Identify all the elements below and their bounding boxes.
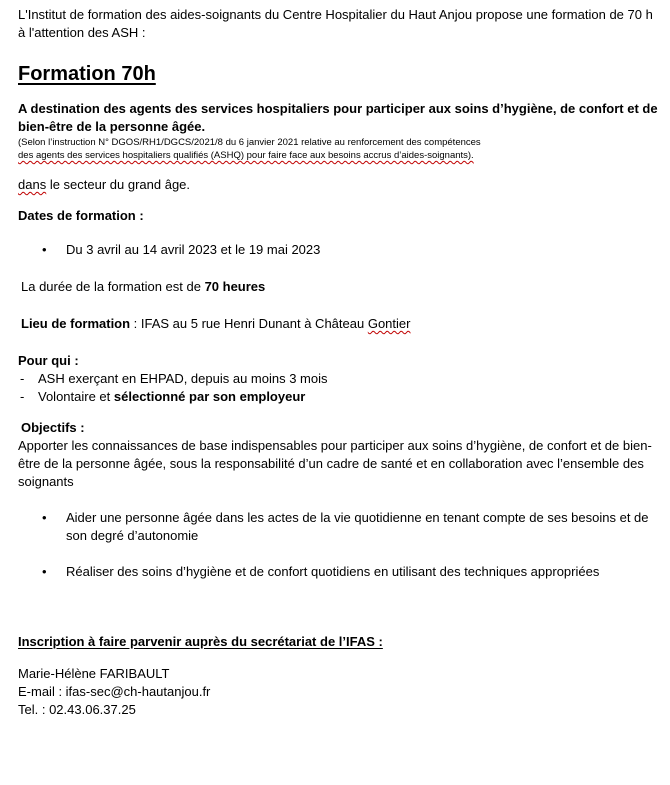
bullet-icon: • [42, 242, 47, 257]
registration-heading: Inscription à faire parvenir auprès du secrétariat de l’IFAS : [18, 634, 383, 649]
objective-text: Réaliser des soins d’hygiène et de confort quotidiens en utilisant des techniques appropriées [66, 564, 600, 579]
location-label: Lieu de formation [21, 316, 131, 331]
dash-icon: - [20, 371, 25, 386]
dates-label: Dates de formation : [18, 208, 144, 223]
objectives-text: Apporter les connaissances de base indispensables pour participer aux soins d’hygiène, de confort et de bien-être de la personne âgée, sous la responsabilité d’un cadre de santé et en collaboration avec l’ensemble des soignants [18, 438, 652, 489]
audience-item-1: ASH exerçant en EHPAD, depuis au moins 3 mois [38, 371, 328, 386]
audience-item-2-bold: sélectionné par son employeur [113, 389, 306, 404]
objectives-label: Objectifs : [21, 420, 85, 435]
duration-prefix: La durée de la formation est de [21, 279, 205, 294]
contact-name: Marie-Hélène FARIBAULT [18, 666, 170, 681]
objective-text: Aider une personne âgée dans les actes de la vie quotidienne en tenant compte de ses besoins et de son degré d’autonomie [66, 510, 649, 543]
list-item [18, 509, 658, 545]
location-text [18, 315, 658, 333]
location-town: Gontier [367, 316, 411, 331]
list-item [18, 241, 658, 259]
list-item [18, 370, 658, 388]
bullet-icon: • [42, 510, 47, 525]
sector-text [18, 176, 658, 194]
contact-email: E-mail : ifas-sec@ch-hautanjou.fr [18, 684, 211, 699]
duration-text [18, 278, 658, 296]
audience-item-2-prefix: Volontaire et [38, 389, 114, 404]
subtitle: A destination des agents des services hospitaliers pour participer aux soins d’hygiène, de confort et de bien-être de la personne âgée. [18, 101, 658, 134]
contact-phone: Tel. : 02.43.06.37.25 [18, 702, 136, 717]
dash-icon: - [20, 389, 25, 404]
objectives-list [18, 509, 658, 581]
location-address: : IFAS au 5 rue Henri Dunant à Château [130, 316, 368, 331]
sector-rest: le secteur du grand âge. [46, 177, 191, 192]
date-text: Du 3 avril au 14 avril 2023 et le 19 mai 2023 [66, 242, 321, 257]
document-page [18, 6, 658, 719]
list-item [18, 563, 658, 581]
instruction-note-line-1: (Selon l’instruction N° DGOS/RH1/DGCS/2021/8 du 6 janvier 2021 relative au renforcement des compétences [18, 137, 481, 148]
bullet-icon: • [42, 564, 47, 579]
instruction-note-line-2 [18, 149, 658, 162]
spellcheck-word: des agents des services hospitaliers qualifiés (ASHQ) pour faire face aux besoins accrus d’aides-soignants). [18, 150, 474, 161]
page-title: Formation 70h [18, 63, 156, 85]
duration-value: 70 heures [204, 279, 266, 294]
dates-list [18, 241, 658, 259]
intro-paragraph: L'Institut de formation des aides-soignants du Centre Hospitalier du Haut Anjou propose une formation de 70 h à l'attention des ASH : [18, 7, 653, 40]
spellcheck-word: dans [18, 177, 47, 192]
audience-label: Pour qui : [18, 353, 79, 368]
list-item [18, 388, 658, 406]
